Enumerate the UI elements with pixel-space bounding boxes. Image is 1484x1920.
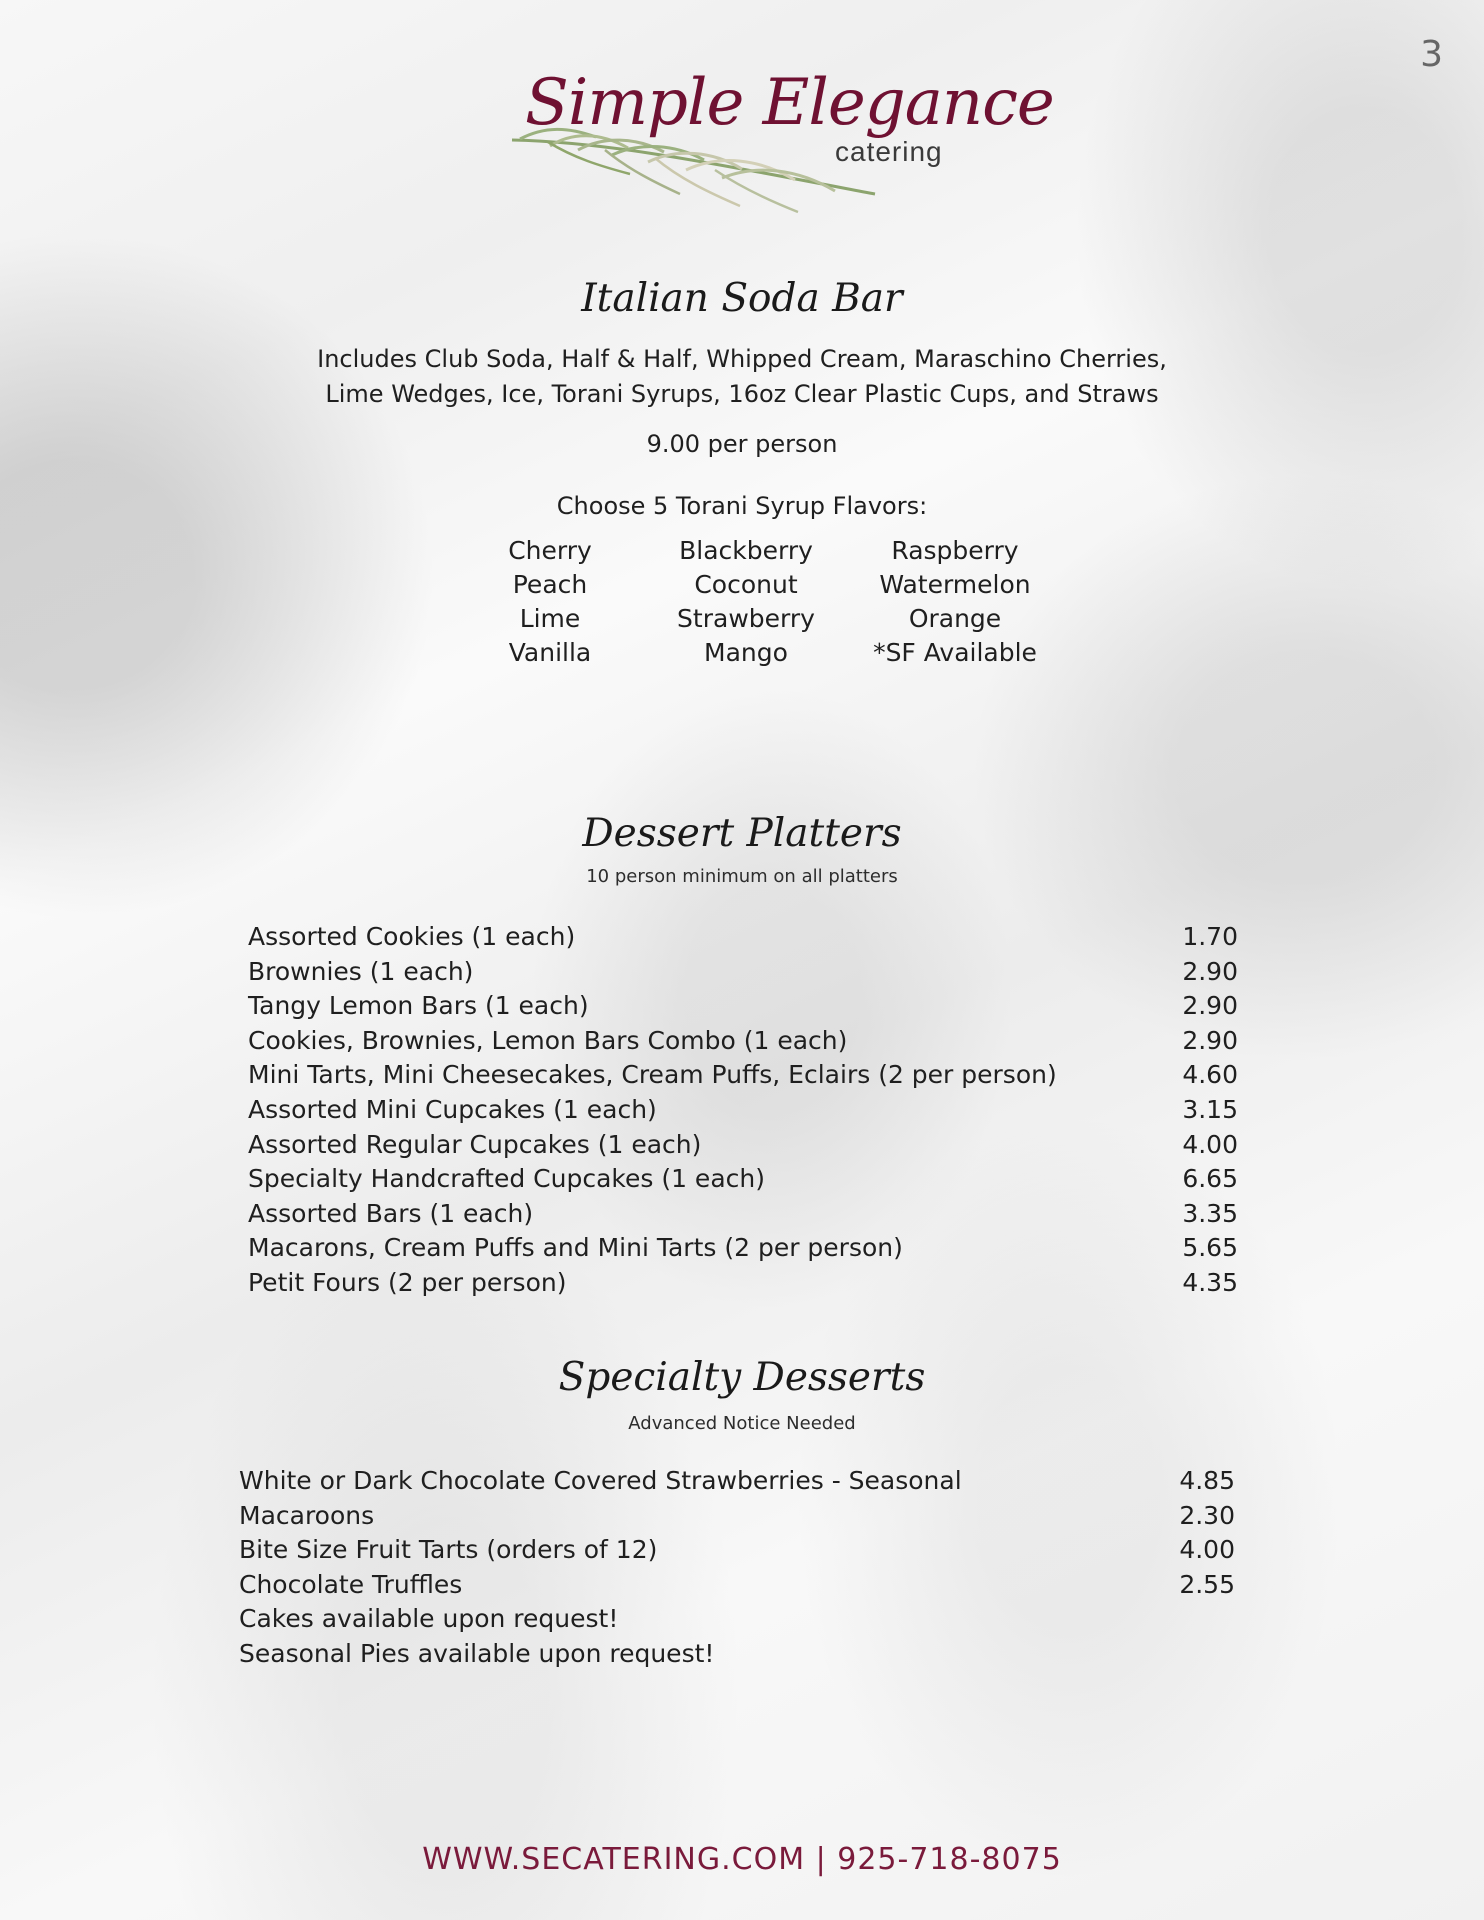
dessert-platters-note: 10 person minimum on all platters (586, 866, 898, 887)
specialty-dessert-price: 2.30 (1179, 1500, 1235, 1530)
specialty-dessert-name: Bite Size Fruit Tarts (orders of 12) (239, 1535, 658, 1565)
flavor-item: Mango (704, 638, 788, 667)
specialty-dessert-row (239, 1602, 1235, 1637)
dessert-platter-row (248, 955, 1238, 990)
dessert-platter-row (248, 1162, 1238, 1197)
specialty-desserts-list (239, 1464, 1235, 1672)
flavor-item: Strawberry (677, 604, 815, 633)
dessert-platter-name: Assorted Regular Cupcakes (1 each) (248, 1129, 702, 1159)
brand-title: Simple Elegance (525, 66, 1054, 140)
flavor-item: Cherry (508, 536, 592, 565)
flavor-column (440, 534, 660, 670)
specialty-dessert-row (239, 1499, 1235, 1534)
dessert-platter-row (248, 1093, 1238, 1128)
dessert-platter-price: 3.15 (1182, 1094, 1238, 1124)
dessert-platter-name: Macarons, Cream Puffs and Mini Tarts (2 per person) (248, 1233, 903, 1263)
dessert-platter-price: 4.60 (1182, 1060, 1238, 1090)
flavor-item: Blackberry (679, 536, 813, 565)
dessert-platter-name: Assorted Cookies (1 each) (248, 922, 576, 951)
footer-contact: WWW.SECATERING.COM | 925-718-8075 (422, 1842, 1062, 1877)
brand-subtitle: catering (835, 136, 943, 167)
brand-logo (510, 66, 1054, 216)
flavor-item: Coconut (694, 570, 798, 599)
specialty-desserts-title: Specialty Desserts (558, 1355, 926, 1400)
flavor-column (845, 534, 1065, 670)
flavor-item: Orange (908, 604, 1002, 633)
dessert-platter-name: Cookies, Brownies, Lemon Bars Combo (1 each) (248, 1025, 848, 1055)
dessert-platter-price: 5.65 (1182, 1233, 1238, 1263)
dessert-platter-row (248, 1058, 1238, 1093)
flavor-item: Lime (519, 604, 581, 633)
dessert-platter-price: 2.90 (1182, 1025, 1238, 1055)
flavor-item: Raspberry (891, 536, 1019, 565)
specialty-dessert-row (239, 1568, 1235, 1603)
specialty-dessert-row (239, 1637, 1235, 1672)
torani-flavor-grid (450, 534, 1050, 674)
dessert-platter-row (248, 1024, 1238, 1059)
italian-soda-price: 9.00 per person (646, 430, 838, 458)
dessert-platter-name: Specialty Handcrafted Cupcakes (1 each) (248, 1164, 765, 1194)
dessert-platters-list (248, 920, 1238, 1301)
dessert-platter-row (248, 1231, 1238, 1266)
rosemary-sprig-icon (510, 124, 900, 216)
dessert-platter-price: 4.35 (1182, 1267, 1238, 1297)
dessert-platter-row (248, 920, 1238, 955)
dessert-platter-name: Tangy Lemon Bars (1 each) (248, 991, 589, 1021)
dessert-platter-price: 6.65 (1182, 1164, 1238, 1194)
flavor-item: *SF Available (873, 638, 1037, 667)
dessert-platter-name: Assorted Mini Cupcakes (1 each) (248, 1094, 657, 1124)
specialty-dessert-name: Chocolate Truffles (239, 1569, 463, 1599)
dessert-platter-name: Petit Fours (2 per person) (248, 1267, 567, 1297)
specialty-dessert-name: Macaroons (239, 1500, 375, 1530)
specialty-dessert-name: White or Dark Chocolate Covered Strawberries - Seasonal (239, 1466, 962, 1495)
dessert-platter-price: 2.90 (1182, 956, 1238, 986)
dessert-platter-row (248, 1197, 1238, 1232)
specialty-desserts-note: Advanced Notice Needed (628, 1413, 856, 1434)
torani-flavor-instruction: Choose 5 Torani Syrup Flavors: (556, 492, 928, 520)
dessert-platter-row (248, 1128, 1238, 1163)
flavor-item: Vanilla (508, 638, 592, 667)
flavor-item: Watermelon (879, 570, 1031, 599)
specialty-dessert-name: Seasonal Pies available upon request! (239, 1638, 715, 1668)
specialty-dessert-price: 2.55 (1179, 1569, 1235, 1599)
specialty-dessert-price: 4.85 (1179, 1466, 1235, 1495)
flavor-column (636, 534, 856, 670)
dessert-platter-row (248, 989, 1238, 1024)
dessert-platter-price: 4.00 (1182, 1129, 1238, 1159)
dessert-platter-name: Assorted Bars (1 each) (248, 1198, 534, 1228)
italian-soda-description-line-2: Lime Wedges, Ice, Torani Syrups, 16oz Clear Plastic Cups, and Straws (325, 380, 1159, 408)
page-number: 3 (1420, 34, 1443, 75)
dessert-platter-name: Brownies (1 each) (248, 956, 474, 986)
specialty-dessert-row (239, 1533, 1235, 1568)
specialty-dessert-price: 4.00 (1179, 1535, 1235, 1565)
dessert-platter-row (248, 1266, 1238, 1301)
dessert-platters-title: Dessert Platters (582, 811, 902, 856)
flavor-item: Peach (512, 570, 588, 599)
specialty-dessert-name: Cakes available upon request! (239, 1604, 619, 1634)
dessert-platter-price: 1.70 (1182, 922, 1238, 951)
dessert-platter-price: 2.90 (1182, 991, 1238, 1021)
italian-soda-description-line-1: Includes Club Soda, Half & Half, Whipped Cream, Maraschino Cherries, (317, 345, 1167, 373)
italian-soda-bar-title: Italian Soda Bar (581, 276, 903, 321)
specialty-dessert-row (239, 1464, 1235, 1499)
dessert-platter-price: 3.35 (1182, 1198, 1238, 1228)
dessert-platter-name: Mini Tarts, Mini Cheesecakes, Cream Puffs, Eclairs (2 per person) (248, 1060, 1057, 1090)
